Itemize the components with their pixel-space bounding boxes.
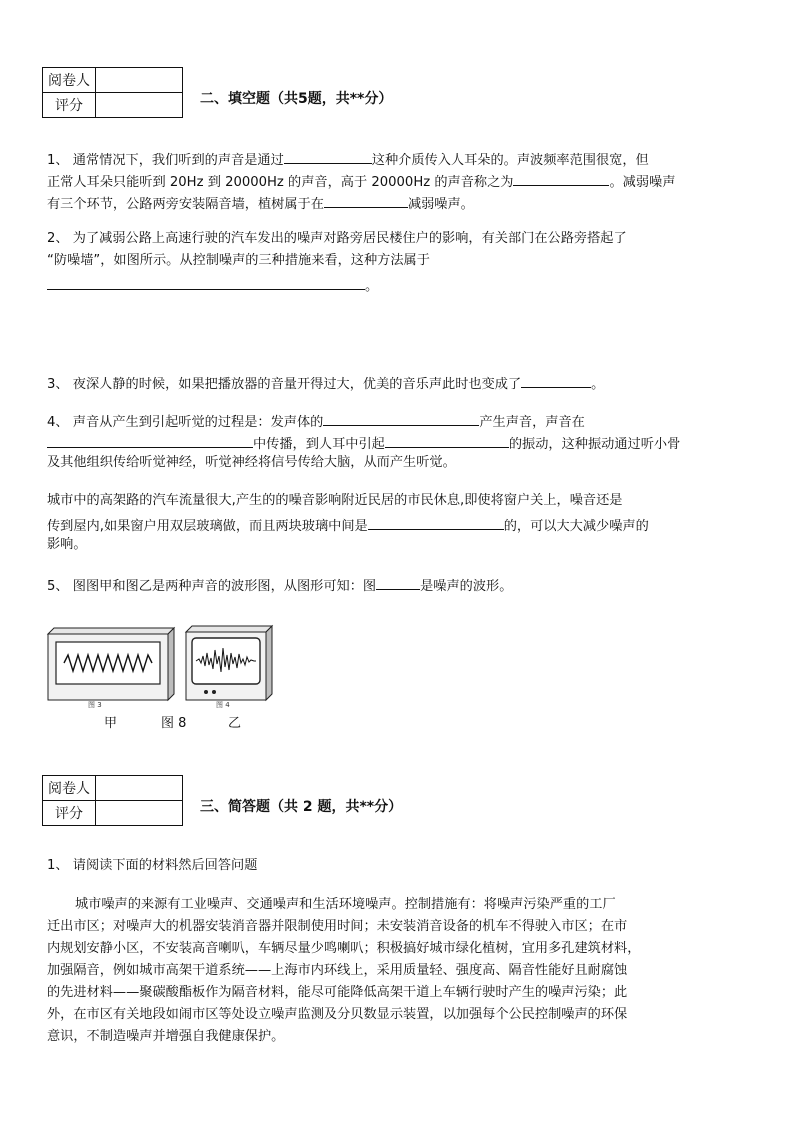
q5-blank-figure[interactable] <box>376 574 420 590</box>
fig-left-number: 图 3 <box>88 701 102 709</box>
q1-text-b: 这种介质传入人耳朵的。声波频率范围很宽，但 <box>371 153 649 168</box>
q2-line2: “防噪墙”，如图所示。从控制噪声的三种措施来看，这种方法属于 <box>47 253 430 268</box>
q4-blank-medium[interactable] <box>47 432 253 448</box>
s3q1-para-line5: 的先进材料——聚碳酸酯板作为隔音材料，能尽可能降低高架干道上车辆行驶时产生的噪声污染；此 <box>47 985 628 1000</box>
score-label: 评分 <box>43 801 96 826</box>
q2-line1: 2、 为了减弱公路上高速行驶的汽车发出的噪声对路旁居民楼住户的影响，有关部门在公路旁搭起了 <box>47 231 627 246</box>
s3q1-para-line2: 迁出市区；对噪声大的机器安装消音器并限制使用时间；未安装消音设备的机车不得驶入市区；在市 <box>47 919 628 934</box>
q1-line1 <box>47 148 649 170</box>
q2-blank-method[interactable] <box>47 274 365 290</box>
q3-text-b: 。 <box>591 377 605 392</box>
reviewer-cell <box>96 776 183 801</box>
q3-text-a: 3、 夜深人静的时候，如果把播放器的音量开得过大，优美的音乐声此时也变成了 <box>47 377 522 392</box>
q1-text-e: 有三个环节，公路两旁安装隔音墙，植树属于在 <box>47 197 324 212</box>
q2-line3 <box>47 274 378 296</box>
s3q1-para-line3: 内规划安静小区，不安装高音喇叭，车辆尽量少鸣喇叭；积极搞好城市绿化植树，宜用多孔建筑材料， <box>47 941 641 956</box>
q4-line3: 及其他组织传给听觉神经，听觉神经将信号传给大脑，从而产生听觉。 <box>47 455 456 470</box>
city-text-a: 传到屋内,如果窗户用双层玻璃做，而且两块玻璃中间是 <box>47 519 368 534</box>
q1-line3 <box>47 192 474 214</box>
q4-text-c: 中传播，到人耳中引起 <box>253 437 385 452</box>
q4-blank-eardrum[interactable] <box>385 432 509 448</box>
q1-blank-medium[interactable] <box>284 148 372 164</box>
caption-yi: 乙 <box>228 716 242 731</box>
s3q1-para-line7: 意识，不制造噪声并增强自我健康保护。 <box>47 1029 285 1044</box>
section2-title: 二、填空题（共5题，共**分） <box>200 91 393 107</box>
q1-text-f: 减弱噪声。 <box>407 197 474 212</box>
q5-text-a: 5、 图图甲和图乙是两种声音的波形图，从图形可知：图 <box>47 579 377 594</box>
section3-title: 三、简答题（共 2 题，共**分） <box>200 799 403 815</box>
q5-text-b: 是噪声的波形。 <box>420 579 513 594</box>
waveform-figure <box>40 620 300 710</box>
grading-table-section3 <box>42 775 183 826</box>
reviewer-label: 阅卷人 <box>43 68 96 93</box>
reviewer-label: 阅卷人 <box>43 776 96 801</box>
grading-table-section2 <box>42 67 183 118</box>
score-cell <box>96 801 183 826</box>
city-line2 <box>47 514 649 536</box>
fig-right-number: 图 4 <box>216 701 230 709</box>
q4-line2 <box>47 432 680 454</box>
q1-text-d: 。减弱噪声 <box>609 175 676 190</box>
caption-figure8: 图 8 <box>161 716 187 731</box>
q4-blank-vibration[interactable] <box>323 410 479 426</box>
q1-blank-stage[interactable] <box>324 192 408 208</box>
q4-line1 <box>47 410 585 432</box>
q1-blank-ultrasound[interactable] <box>513 170 609 186</box>
q1-text-c: 正常人耳朵只能听到 20Hz 到 20000Hz 的声音，高于 20000Hz 的声音称之为 <box>47 175 514 190</box>
city-blank-vacuum[interactable] <box>368 514 504 530</box>
reviewer-cell <box>96 68 183 93</box>
waveform-noise-box <box>186 626 272 700</box>
q5-line1 <box>47 574 512 596</box>
score-cell <box>96 93 183 118</box>
city-line1: 城市中的高架路的汽车流量很大,产生的的噪音影响附近民居的市民休息,即使将窗户关上，噪音还是 <box>47 493 623 508</box>
caption-jia: 甲 <box>104 716 118 731</box>
city-line3: 影响。 <box>47 537 87 552</box>
q1-text-a: 1、 通常情况下，我们听到的声音是通过 <box>47 153 284 168</box>
q3-line1 <box>47 372 604 394</box>
score-label: 评分 <box>43 93 96 118</box>
s3q1-para-line1: 城市噪声的来源有工业噪声、交通噪声和生活环境噪声。控制措施有：将噪声污染严重的工厂 <box>75 897 616 912</box>
s3q1-heading: 1、 请阅读下面的材料然后回答问题 <box>47 858 258 873</box>
q4-text-a: 4、 声音从产生到引起听觉的过程是：发声体的 <box>47 415 324 430</box>
s3q1-para-line6: 外，在市区有关地段如闹市区等处设立噪声监测及分贝数显示装置，以加强每个公民控制噪声的环保 <box>47 1007 628 1022</box>
q2-text-end: 。 <box>365 279 379 294</box>
q4-text-d: 的振动，这种振动通过听小骨 <box>508 437 681 452</box>
city-text-b: 的，可以大大减少噪声的 <box>503 519 649 534</box>
q1-line2 <box>47 170 675 192</box>
waveform-regular-box <box>48 628 174 700</box>
q4-text-b: 产生声音，声音在 <box>479 415 585 430</box>
q3-blank-noise[interactable] <box>521 372 591 388</box>
s3q1-para-line4: 加强隔音，例如城市高架干道系统——上海市内环线上，采用质量轻、强度高、隔音性能好且耐腐蚀 <box>47 963 628 978</box>
